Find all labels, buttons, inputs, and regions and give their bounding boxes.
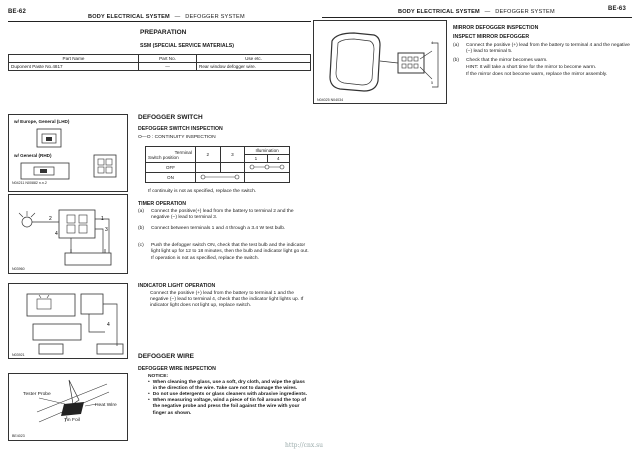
right-header-sub: DEFOGGER SYSTEM	[495, 9, 555, 15]
notice-item-3	[148, 398, 308, 416]
timer-step-c	[138, 243, 310, 262]
notice-item-1	[148, 380, 308, 392]
ssm-cell-use: Rear window defogger wire.	[197, 63, 311, 71]
continuity-col-2: 2	[196, 147, 221, 163]
left-header-rule	[8, 21, 311, 22]
mirror-defogger-title: MIRROR DEFOGGER INSPECTION	[453, 25, 539, 31]
right-header-main: BODY ELECTRICAL SYSTEM	[398, 9, 480, 15]
continuity-table	[145, 146, 290, 183]
timer-test-figure	[8, 194, 128, 274]
ssm-header-row	[9, 55, 311, 63]
mirror-drawing	[314, 21, 446, 103]
continuity-off-cell-2	[196, 163, 221, 173]
svg-text:4: 4	[55, 231, 58, 237]
continuity-on-label: ON	[146, 173, 196, 183]
timer-step-a-text: Connect the positive(+) lead from the battery to terminal 2 and the negative (−) lead to terminal 3.	[151, 209, 294, 221]
continuity-off-cell-3	[220, 163, 245, 173]
ssm-row	[9, 63, 311, 71]
svg-text:1: 1	[101, 216, 104, 222]
continuity-off-illum	[245, 163, 290, 173]
continuity-terminal-label: Terminal	[174, 149, 192, 155]
continuity-illumination: Illumination	[245, 147, 290, 155]
left-header	[88, 14, 245, 20]
fig1-code: N04211 N00882 n.n.2	[12, 181, 47, 185]
watermark: http://cnx.su	[285, 442, 324, 449]
ssm-table	[8, 54, 311, 71]
timer-step-b-key: (b)	[138, 226, 144, 231]
left-header-main: BODY ELECTRICAL SYSTEM	[88, 14, 170, 20]
notice-item-1-text: When cleaning the glass, use a soft, dry cloth, and wipe the glass in the direction of the wire. Take care not to damage the wires.	[152, 380, 305, 392]
continuity-col-4: 4	[267, 155, 289, 163]
fig1-label-rhd: w/ General (RHD)	[14, 153, 52, 158]
mirror-step-b	[453, 58, 633, 78]
svg-text:4: 4	[107, 322, 110, 328]
mirror-figure	[313, 20, 447, 104]
indicator-light-title: INDICATOR LIGHT OPERATION	[138, 283, 216, 289]
wire-inspection-title: DEFOGGER WIRE INSPECTION	[138, 366, 216, 372]
continuity-row-on	[146, 173, 290, 183]
bullet-3: •	[148, 398, 150, 404]
right-header-rule	[322, 17, 632, 18]
timer-operation-title: TIMER OPERATION	[138, 201, 187, 207]
tester-probe-figure	[8, 373, 128, 441]
indicator-test-figure	[8, 283, 128, 359]
mirror-step-a	[453, 43, 633, 55]
timer-step-b-text: Connect between terminals 1 and 4 through a 3.4 W test bulb.	[151, 226, 286, 231]
indicator-circuit-drawing	[9, 284, 127, 358]
ssm-cell-part-no: —	[139, 63, 197, 71]
timer-step-c-text: Push the defogger switch ON, check that the test bulb and the indicator light light up for 12 to 18 minutes, then the bulb and indicator light go out.	[151, 243, 309, 255]
ssm-col-use: Use etc.	[197, 55, 311, 63]
continuity-label: O—O : CONTINUITY INSPECTION	[138, 135, 216, 140]
right-page-number: BE-63	[608, 6, 627, 12]
bullet-1: •	[148, 380, 150, 386]
timer-step-a	[138, 209, 310, 221]
notice-item-2-text: Do not use detergents or glass cleaners with abrasive ingredients.	[152, 392, 308, 398]
continuity-note: If continuity is not as specified, replace the switch.	[148, 189, 257, 194]
mirror-step-a-text: Connect the positive (+) lead from the battery to terminal 4 and the negative (−) lead to terminal 5.	[466, 43, 630, 55]
mirror-hint: HINT: It will take a short time for the mirror to become warm.	[466, 65, 597, 71]
svg-text:3: 3	[105, 227, 108, 233]
timer-step-a-key: (a)	[138, 209, 144, 214]
mirror-step-b-note: If the mirror does not become warm, replace the mirror assembly.	[466, 72, 608, 78]
continuity-switch-position-label: Switch position	[148, 154, 179, 160]
continuity-on-2-3	[196, 173, 245, 183]
fig2-code: N03960	[12, 267, 25, 271]
fig4-code: BE4023	[12, 434, 25, 438]
left-header-sep: —	[174, 14, 181, 20]
fig1-label-europe: w/ Europe, General (LHD)	[14, 119, 70, 124]
switch-connector-drawing	[9, 115, 127, 191]
ssm-col-part-name: Part Name	[9, 55, 139, 63]
continuity-off-illum-symbol	[249, 164, 285, 170]
timer-circuit-drawing	[9, 195, 127, 273]
ssm-cell-part-name: Duponent Paste No.4817	[9, 63, 139, 71]
right-header	[398, 9, 555, 15]
left-page-number: BE-62	[8, 9, 27, 15]
notice-block	[148, 374, 308, 417]
fig4-label-heat-wire: Heat Wire	[95, 403, 117, 408]
ssm-title: SSM (SPECIAL SERVICE MATERIALS)	[140, 43, 234, 49]
ssm-col-part-no: Part No.	[139, 55, 197, 63]
indicator-light-text: Connect the positive (+) lead from the battery to terminal 1 and the negative (−) lead to terminal 4, check that the indicator light lights up. If indicator light does not light up, replace switch.	[150, 291, 304, 309]
fig3-code: N03921	[12, 353, 25, 357]
continuity-header-row	[146, 147, 290, 155]
notice-label: NOTICE:	[148, 374, 169, 379]
preparation-title: PREPARATION	[140, 29, 187, 36]
continuity-row-off	[146, 163, 290, 173]
defogger-wire-title: DEFOGGER WIRE	[138, 353, 194, 360]
left-header-sub: DEFOGGER SYSTEM	[185, 14, 245, 20]
inspect-mirror-title: INSPECT MIRROR DEFOGGER	[453, 34, 530, 40]
switch-connector-figure	[8, 114, 128, 192]
timer-step-b	[138, 226, 310, 232]
mirror-fig-code: N04025 N04034	[317, 98, 344, 102]
notice-item-3-text: When measuring voltage, wind a piece of tin foil around the top of the negative probe and press the foil against the wire with your finger as shown.	[152, 398, 306, 416]
continuity-off-label: OFF	[146, 163, 196, 173]
continuity-corner-cell	[146, 147, 196, 163]
timer-step-c-note: If operation is not as specified, replace the switch.	[151, 256, 259, 262]
mirror-step-b-key: (b)	[453, 58, 459, 63]
continuity-on-illum	[245, 173, 290, 183]
continuity-col-3: 3	[220, 147, 245, 163]
switch-inspection-title: DEFOGGER SWITCH INSPECTION	[138, 126, 223, 132]
bullet-2: •	[148, 392, 150, 398]
continuity-on-2-3-symbol	[200, 174, 240, 180]
mirror-terminal-4: 4	[431, 41, 433, 45]
fig4-label-tester-probe: Tester Probe	[23, 392, 51, 397]
mirror-step-b-text: Check that the mirror becomes warm.	[466, 58, 548, 63]
defogger-switch-title: DEFOGGER SWITCH	[138, 114, 203, 121]
timer-step-c-key: (c)	[138, 243, 144, 248]
right-header-sep: —	[484, 9, 491, 15]
continuity-col-1: 1	[245, 155, 267, 163]
fig4-label-tin-foil: Tin Foil	[64, 418, 80, 423]
mirror-terminal-5: 5	[431, 81, 433, 85]
svg-text:2: 2	[49, 216, 52, 222]
mirror-step-a-key: (a)	[453, 43, 459, 48]
